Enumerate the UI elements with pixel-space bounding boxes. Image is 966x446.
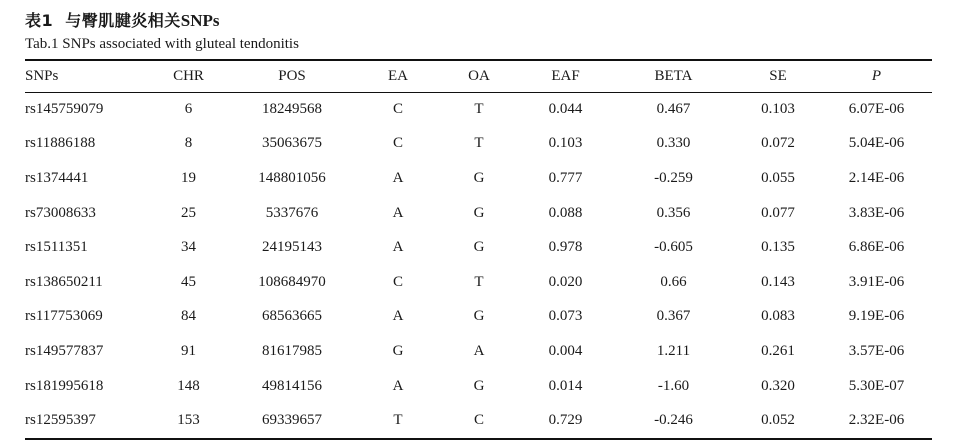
cell-pos: 69339657	[262, 412, 322, 429]
cell-chr: 19	[181, 169, 196, 186]
column-header-pos: POS	[278, 68, 306, 84]
cell-beta: -0.246	[654, 412, 693, 429]
table-row	[25, 403, 932, 438]
cell-pos: 81617985	[262, 342, 322, 359]
table-row	[25, 369, 932, 404]
cell-ea: A	[392, 377, 404, 394]
cell-eaf: 0.014	[548, 377, 583, 394]
cell-beta: -0.605	[654, 239, 693, 256]
cell-snp-id: rs12595397	[25, 412, 96, 429]
table-row	[25, 265, 932, 300]
cell-oa: G	[473, 169, 485, 186]
cell-eaf: 0.103	[548, 135, 583, 152]
cell-eaf: 0.729	[548, 412, 583, 429]
cell-pos: 5337676	[265, 204, 319, 221]
table-caption-en: Tab.1 SNPs associated with gluteal tendonitis	[25, 36, 299, 52]
cell-se: 0.143	[761, 273, 795, 290]
table-row	[25, 300, 932, 335]
cell-p-value: 6.86E-06	[848, 239, 905, 256]
cell-eaf: 0.073	[548, 308, 583, 325]
cell-snp-id: rs1511351	[25, 239, 88, 256]
cell-eaf: 0.088	[548, 204, 583, 221]
cell-pos: 108684970	[258, 273, 326, 290]
cell-oa: G	[473, 308, 485, 325]
table-caption-cn	[25, 8, 220, 31]
cell-beta: 0.66	[660, 273, 687, 290]
column-header-beta: BETA	[654, 68, 693, 84]
cell-ea: C	[392, 100, 403, 117]
cell-ea: T	[393, 412, 403, 429]
column-header-chr: CHR	[173, 68, 204, 84]
cell-eaf: 0.044	[548, 100, 583, 117]
cell-eaf: 0.777	[548, 169, 583, 186]
column-header-oa: OA	[468, 68, 490, 84]
cell-p-value: 5.04E-06	[848, 135, 905, 152]
cell-p-value: 2.14E-06	[848, 169, 905, 186]
cell-pos: 18249568	[262, 100, 322, 117]
column-header-snp-id: SNPs	[25, 68, 59, 84]
cell-oa: T	[474, 135, 484, 152]
cell-snp-id: rs117753069	[25, 308, 103, 325]
cell-se: 0.052	[761, 412, 795, 429]
column-header-eaf: EAF	[551, 68, 580, 84]
cell-oa: G	[473, 377, 485, 394]
table-label: 表1	[25, 11, 54, 30]
cell-se: 0.055	[761, 169, 795, 186]
cell-ea: C	[392, 135, 403, 152]
cell-ea: C	[392, 273, 403, 290]
table-body	[25, 92, 932, 438]
column-header-ea: EA	[388, 68, 408, 84]
cell-beta: 0.356	[656, 204, 691, 221]
table-header-row	[25, 61, 932, 92]
table-title-cn: 与臀肌腱炎相关	[65, 11, 181, 30]
cell-ea: A	[392, 239, 404, 256]
cell-p-value: 3.57E-06	[848, 342, 905, 359]
cell-se: 0.072	[761, 135, 795, 152]
table-row	[25, 230, 932, 265]
cell-pos: 148801056	[258, 169, 326, 186]
cell-oa: G	[473, 204, 485, 221]
table-row	[25, 196, 932, 231]
cell-chr: 34	[181, 239, 196, 256]
cell-oa: C	[473, 412, 484, 429]
cell-beta: 0.330	[656, 135, 691, 152]
cell-se: 0.103	[761, 100, 795, 117]
cell-beta: -1.60	[657, 377, 690, 394]
cell-beta: -0.259	[654, 169, 693, 186]
cell-snp-id: rs145759079	[25, 100, 104, 117]
cell-se: 0.083	[761, 308, 795, 325]
cell-snp-id: rs11886188	[25, 135, 96, 152]
cell-p-value: 6.07E-06	[848, 100, 905, 117]
cell-se: 0.135	[761, 239, 795, 256]
cell-eaf: 0.004	[548, 342, 583, 359]
cell-p-value: 2.32E-06	[848, 412, 905, 429]
cell-chr: 153	[177, 412, 200, 429]
table-bottom-rule	[25, 438, 932, 440]
cell-se: 0.320	[761, 377, 795, 394]
cell-ea: G	[392, 342, 404, 359]
cell-oa: T	[474, 100, 484, 117]
cell-pos: 24195143	[262, 239, 322, 256]
cell-p-value: 3.91E-06	[848, 273, 905, 290]
table-row	[25, 127, 932, 162]
cell-ea: A	[392, 308, 404, 325]
cell-chr: 6	[184, 100, 193, 117]
cell-chr: 25	[181, 204, 196, 221]
cell-snp-id: rs1374441	[25, 169, 89, 186]
cell-ea: A	[392, 204, 404, 221]
cell-beta: 1.211	[656, 342, 691, 359]
cell-snp-id: rs181995618	[25, 377, 104, 394]
cell-chr: 45	[181, 273, 196, 290]
cell-chr: 84	[181, 308, 196, 325]
cell-chr: 148	[177, 377, 200, 394]
column-header-p-value: P	[871, 68, 882, 84]
cell-oa: G	[473, 239, 485, 256]
cell-pos: 49814156	[262, 377, 322, 394]
cell-beta: 0.467	[656, 100, 691, 117]
cell-chr: 91	[181, 342, 196, 359]
cell-pos: 35063675	[262, 135, 322, 152]
cell-p-value: 5.30E-07	[848, 377, 905, 394]
cell-p-value: 3.83E-06	[848, 204, 905, 221]
cell-pos: 68563665	[262, 308, 322, 325]
snp-table	[25, 61, 932, 438]
cell-se: 0.261	[761, 342, 795, 359]
cell-se: 0.077	[761, 204, 795, 221]
cell-ea: A	[392, 169, 404, 186]
table-title-suffix: SNPs	[180, 11, 220, 30]
cell-eaf: 0.020	[548, 273, 583, 290]
cell-chr: 8	[184, 135, 193, 152]
cell-p-value: 9.19E-06	[848, 308, 905, 325]
table-row	[25, 92, 932, 127]
cell-beta: 0.367	[656, 308, 691, 325]
cell-eaf: 0.978	[548, 239, 583, 256]
table-row	[25, 161, 932, 196]
cell-snp-id: rs138650211	[25, 273, 103, 290]
table-row	[25, 334, 932, 369]
cell-snp-id: rs73008633	[25, 204, 96, 221]
cell-snp-id: rs149577837	[25, 342, 104, 359]
cell-oa: T	[474, 273, 484, 290]
column-header-se: SE	[769, 68, 787, 84]
cell-oa: A	[473, 342, 485, 359]
